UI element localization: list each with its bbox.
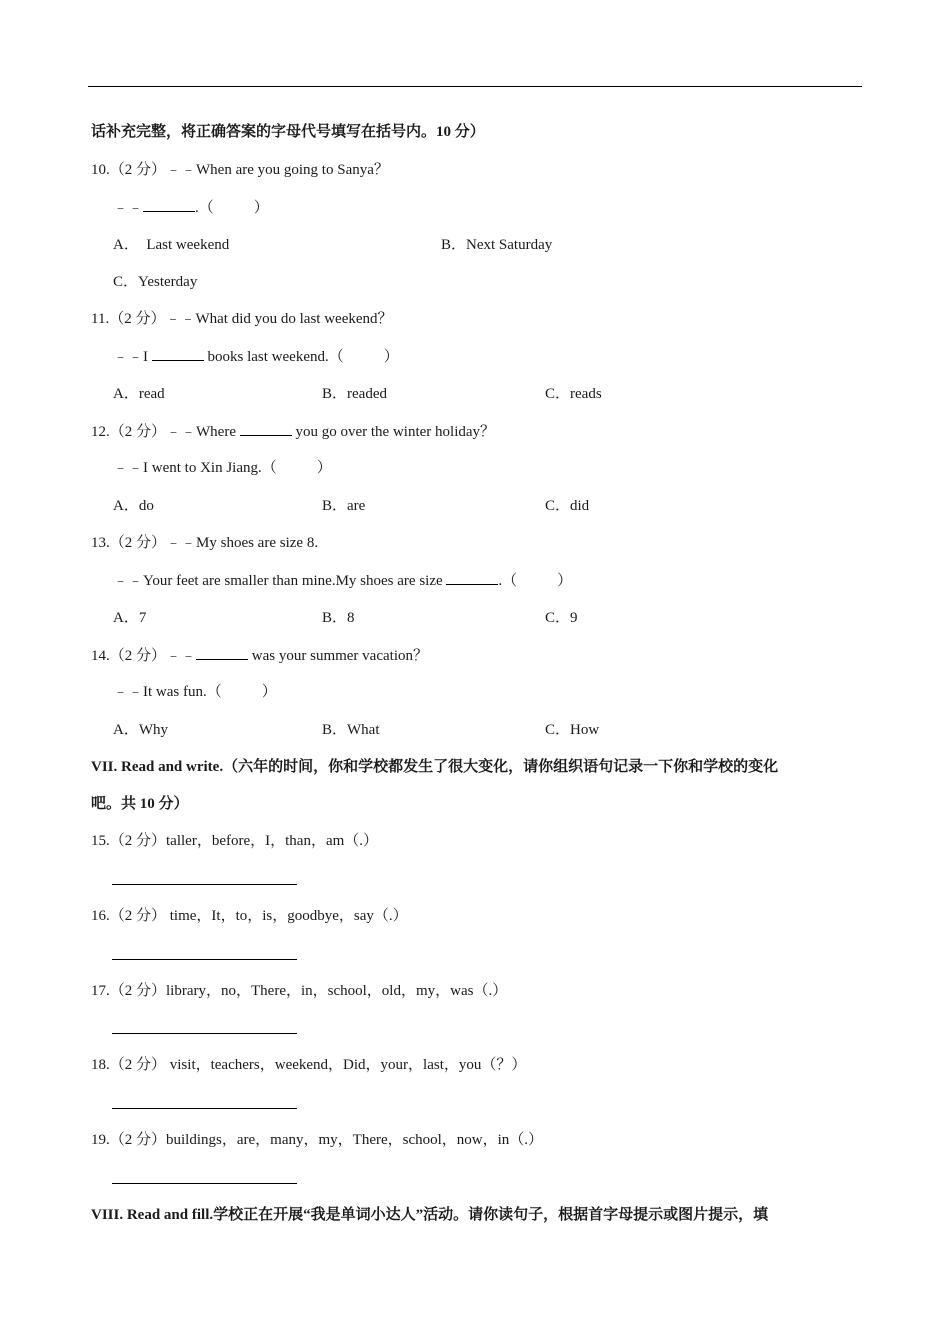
fill-blank[interactable] [240, 421, 292, 436]
question-14-reply [113, 682, 277, 702]
scrambled-words: taller，before，I，than，am（.） [166, 833, 379, 849]
question-10-option-b[interactable]: B．Next Saturday [441, 237, 553, 253]
question-14-prompt [91, 645, 428, 666]
question-text: ﹣﹣Where [166, 424, 240, 440]
question-13-option-a[interactable]: A．7 [113, 610, 147, 626]
reply-text: ） [253, 200, 269, 216]
question-12-reply [113, 458, 332, 478]
question-13-option-b[interactable]: B．8 [322, 610, 355, 626]
question-number: 10. [91, 162, 110, 178]
reply-text: ﹣﹣It was fun.（ [113, 684, 222, 700]
reply-text: ） [557, 573, 573, 589]
fill-blank[interactable] [152, 346, 204, 361]
question-19: 19.（2 分）buildings，are，many，my，There，school，now，in（.） [91, 1132, 544, 1148]
answer-line-18[interactable] [112, 1108, 297, 1109]
fill-blank[interactable] [196, 645, 248, 660]
section-7-heading [91, 757, 778, 777]
fill-blank[interactable] [446, 570, 498, 585]
question-text: ﹣﹣ [166, 648, 197, 664]
question-12-option-c[interactable]: C．did [545, 498, 590, 514]
question-11-option-b[interactable]: B．readed [322, 386, 387, 402]
section-7-heading-cont: 吧。共 10 分） [91, 796, 189, 812]
reply-text: ﹣﹣Your feet are smaller than mine.My shoes are size [113, 573, 447, 589]
question-14-option-b[interactable]: B．What [322, 722, 380, 738]
section-label: VIII. Read and fill. [91, 1207, 214, 1223]
question-points: （2 分） [109, 311, 166, 327]
answer-line-15[interactable] [112, 884, 297, 885]
question-text: was your summer vacation？ [248, 648, 428, 664]
question-12-option-b[interactable]: B．are [322, 498, 366, 514]
scrambled-words: time，It，to，is，goodbye，say（.） [166, 908, 408, 924]
question-10-option-c[interactable]: C．Yesterday [113, 274, 198, 290]
reply-text: ） [383, 349, 399, 365]
header-rule [88, 86, 862, 87]
question-text: ﹣﹣What did you do last weekend？ [165, 311, 393, 327]
question-13-reply [113, 570, 572, 591]
question-points: （2 分） [109, 424, 167, 440]
question-number: 14. [91, 648, 110, 664]
question-14-option-c[interactable]: C．How [545, 722, 600, 738]
question-10-reply [113, 197, 269, 218]
question-number: 13. [91, 535, 110, 551]
scrambled-words: visit，teachers，weekend，Did，your，last，you（？） [166, 1057, 527, 1073]
question-points: （2 分） [109, 535, 167, 551]
section-instructions: （六年的时间，你和学校都发生了很大变化，请你组织语句记录一下你和学校的变化 [223, 759, 779, 775]
section-label: VII. Read and write. [91, 759, 224, 775]
question-11-option-a[interactable]: A．read [113, 386, 165, 402]
question-number: 12. [91, 424, 110, 440]
reply-text: ﹣﹣I [113, 349, 152, 365]
answer-line-16[interactable] [112, 959, 297, 960]
question-12-prompt [91, 421, 495, 442]
question-text: you go over the winter holiday？ [291, 424, 496, 440]
section-instructions: 学校正在开展“我是单词小达人”活动。请你读句子，根据首字母提示或图片提示，填 [213, 1207, 769, 1223]
question-text: ﹣﹣My shoes are size 8. [166, 535, 319, 551]
fill-blank[interactable] [143, 197, 195, 212]
section-8-heading [91, 1205, 768, 1225]
question-11-option-c[interactable]: C．reads [545, 386, 602, 402]
question-17: 17.（2 分）library，no，There，in，school，old，my，was（.） [91, 983, 508, 999]
question-18: 18.（2 分） visit，teachers，weekend，Did，your，last，you（？） [91, 1057, 527, 1073]
question-10-prompt [91, 160, 389, 180]
question-10-option-a[interactable]: A． Last weekend [113, 237, 230, 253]
question-13-option-c[interactable]: C．9 [545, 610, 578, 626]
question-11-reply [113, 346, 399, 367]
reply-text: .（ [195, 200, 214, 216]
question-14-option-a[interactable]: A．Why [113, 722, 169, 738]
section-intro-tail: 话补充完整，将正确答案的字母代号填写在括号内。10 分） [91, 124, 485, 140]
reply-text: .（ [498, 573, 518, 589]
reply-text: ﹣﹣I went to Xin Jiang.（ [113, 460, 277, 476]
answer-line-17[interactable] [112, 1033, 297, 1034]
scrambled-words: library，no，There，in，school，old，my，was（.） [166, 983, 508, 999]
question-text: ﹣﹣When are you going to Sanya？ [166, 162, 389, 178]
reply-text: ﹣﹣ [113, 200, 144, 216]
question-12-option-a[interactable]: A．do [113, 498, 154, 514]
question-number: 11. [91, 311, 110, 327]
question-15: 15.（2 分）taller，before，I，than，am（.） [91, 833, 379, 849]
scrambled-words: buildings，are，many，my，There，school，now，in（.） [166, 1132, 544, 1148]
question-points: （2 分） [109, 648, 167, 664]
reply-text: books last weekend.（ [203, 349, 344, 365]
question-13-prompt [91, 533, 318, 553]
answer-line-19[interactable] [112, 1183, 297, 1184]
reply-text: ） [316, 460, 332, 476]
question-11-prompt [91, 309, 393, 329]
reply-text: ） [261, 684, 277, 700]
question-points: （2 分） [109, 162, 167, 178]
question-16: 16.（2 分） time，It，to，is，goodbye，say（.） [91, 908, 408, 924]
